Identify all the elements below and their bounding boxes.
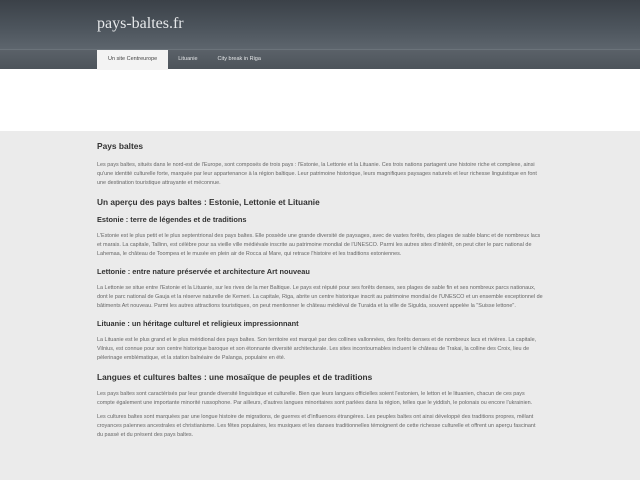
subheading-estonia: Estonie : terre de légendes et de traditions bbox=[97, 215, 247, 224]
paragraph-cultures: Les cultures baltes sont marquées par une longue histoire de migrations, de guerres et d'influences étrangères. Les peuples baltes ont ainsi développé des traditions propres, mêlant croyances païennes ancestrales et christianisme. Les fêtes populaires, les musiques et les danses traditionnelles témoignent de cette richesse culturelle et offrent un aperçu fascinant du passé et du présent des pays baltes. bbox=[97, 414, 536, 438]
nav-bar bbox=[0, 49, 640, 69]
paragraph-latvia: La Lettonie se situe entre l'Estonie et la Lituanie, sur les rives de la mer Baltique. Le pays est réputé pour ses forêts denses, ses plages de sable fin et ses nombreux parcs nationaux, dont le parc national de Gauja et la réserve naturelle de Kemeri. La capitale, Riga, abrite un centre historique inscrit au patrimoine mondial de l'UNESCO et un ensemble exceptionnel de bâtiments Art nouveau. Parmi les autres attractions touristiques, on peut mentionner le château médiéval de Turaida et la ville de Sigulda, souvent appelée la "Suisse lettone". bbox=[97, 285, 543, 309]
subheading-latvia: Lettonie : entre nature préservée et architecture Art nouveau bbox=[97, 267, 310, 276]
intro-paragraph: Les pays baltes, situés dans le nord-est de l'Europe, sont composés de trois pays : l'Estonie, la Lettonie et la Lituanie. Ces trois nations partagent une histoire riche et complexe, ainsi qu'une identité culturelle forte, marquée par leur appartenance à la région baltique. Leur patrimoine historique, leurs magnifiques paysages naturels et leur richesse linguistique en font une destination touristique attrayante et méconnue. bbox=[97, 162, 537, 186]
main-content bbox=[0, 131, 640, 480]
tab-lituanie[interactable]: Lituanie bbox=[178, 56, 198, 62]
nav-tabs bbox=[97, 50, 271, 70]
banner-area bbox=[0, 69, 640, 131]
paragraph-lithuania: La Lituanie est le plus grand et le plus méridional des pays baltes. Son territoire est marqué par des collines vallonnées, des forêts denses et de nombreux lacs et rivières. La capitale, Vilnius, est connue pour son centre historique baroque et son étonnante diversité architecturale. Les sites incontournables incluent le château de Trakai, la colline des Croix, lieu de pèlerinage emblématique, et la station balnéaire de Palanga, populaire en été. bbox=[97, 337, 537, 361]
paragraph-estonia: L'Estonie est le plus petit et le plus septentrional des pays baltes. Elle possède une grande diversité de paysages, avec de vastes forêts, des plages de sable blanc et de nombreux lacs et marais. La capitale, Tallinn, est célèbre pour sa vieille ville médiévale inscrite au patrimoine mondial de l'UNESCO. Parmi les autres sites d'intérêt, on peut citer le parc national de Lahemaa, le château de Toompea et le musée en plein air de Rocca al Mare, qui retrace l'histoire et les traditions estoniennes. bbox=[97, 233, 541, 257]
tab-city-break-riga[interactable]: City break in Riga bbox=[217, 56, 261, 62]
tab-un-site-centreurope[interactable]: Un site Centreurope bbox=[97, 50, 168, 70]
subheading-lithuania: Lituanie : un héritage culturel et religieux impressionnant bbox=[97, 319, 299, 328]
section-heading-overview: Un aperçu des pays baltes : Estonie, Lettonie et Lituanie bbox=[97, 197, 320, 207]
site-title[interactable]: pays-baltes.fr bbox=[97, 15, 184, 32]
page-title: Pays baltes bbox=[97, 141, 144, 151]
section-heading-languages: Langues et cultures baltes : une mosaïque de peuples et de traditions bbox=[97, 372, 373, 382]
paragraph-languages: Les pays baltes sont caractérisés par leur grande diversité linguistique et culturelle. Bien que leurs langues officielles soient l'estonien, le letton et le lituanien, chacun de ces pays compte également une importante minorité russophone. Par ailleurs, d'autres langues minoritaires sont parlées dans la région, telles que le yiddish, le polonais ou encore l'ukrainien. bbox=[97, 391, 533, 406]
site-header bbox=[0, 0, 640, 49]
